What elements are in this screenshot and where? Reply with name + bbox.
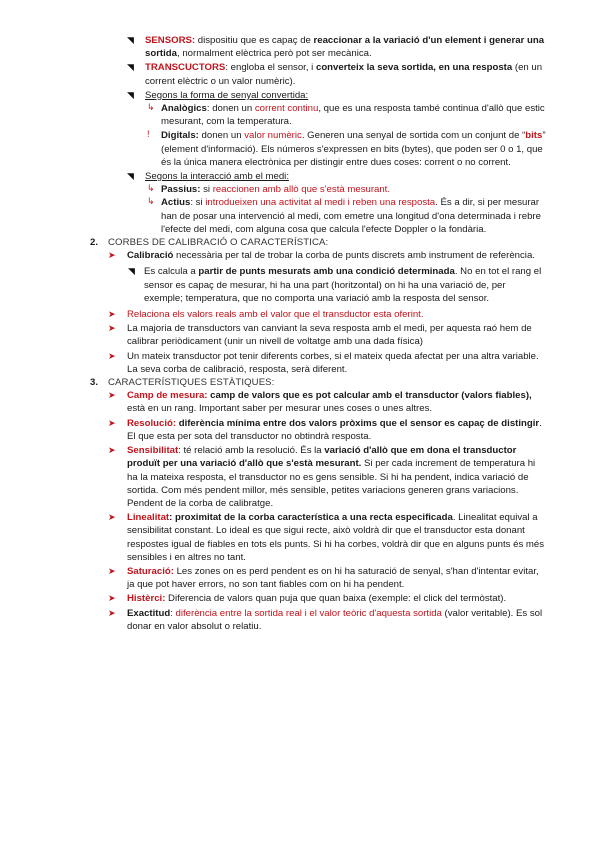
- transductors-item: ◥ TRANSCUCTORS: engloba el sensor, i converteix la seva sortida, en una resposta (en un corrent elèctric o un valor numèric).: [127, 62, 543, 87]
- triangle-bullet-icon: ◥: [127, 62, 134, 73]
- relaciona-item: ➤ Relaciona els valors reals amb el valor que el transductor esta oferint.: [108, 309, 424, 321]
- exactitud-item: ➤ Exactitud: diferència entre la sortida real i el valor teòric d'aquesta sortida (valor veritable). Es sol donar en valor absolut o relatiu.: [108, 607, 543, 632]
- linealitat-item: ➤ Linealitat: proximitat de la corba característica a una recta especificada. Linealitat equival a sensibilitat constant. Lo ideal es que sigui recte, això voldrà dir que el transductor esta donant respostes igual de fiables en tots els punts. Si hi ha corbes, voldrà dir que en alguns punts és més sensibles i en altres no tant.: [108, 512, 545, 563]
- triangle-bullet-icon: ◥: [127, 35, 134, 45]
- document-page: [0, 34, 600, 633]
- exclamation-bullet-icon: ǃ: [147, 129, 150, 140]
- resolucio-item: ➤ Resolució: diferència mínima entre dos valors pròxims que el sensor es capaç de distingir. El que esta per sota del transductor no obtindrà resposta.: [108, 417, 542, 442]
- arrow-bullet-icon: ➤: [108, 417, 116, 428]
- arrow-bullet-icon: ➤: [108, 445, 116, 456]
- histeresi-item: ➤ Histèrci: Diferencia de valors quan puja que quan baixa (exemple: el click del termòstat).: [108, 593, 507, 605]
- triangle-bullet-icon: ◥: [127, 89, 134, 100]
- passius-item: ↳ Passius: si reaccionen amb allò que s'està mesurant.: [147, 183, 391, 196]
- section-2-heading: [90, 236, 548, 249]
- calcula-item: ◥ Es calcula a partir de punts mesurats amb una condició determinada. No en tot el rang el sensor es capaç de mesurar, hi ha una part (horitzontal) on hi ha una variació de, per exemple; temperatura, que no comporta una variació amb la resposta del sensor.: [128, 266, 542, 304]
- arrow-bullet-icon: ➤: [108, 309, 116, 320]
- actius-item: ↳ Actius: si introdueixen una activitat al medi i reben una resposta. És a dir, si per mesurar han de posar una intervenció al medi, com emetre una longitud d'ona determinada i rebre l'efecte del medi, com alguna cosa que calcula l'efecte Doppler o la fondària.: [147, 196, 541, 235]
- sensibilitat-item: ➤ Sensibilitat: té relació amb la resolució. És la variació d'allò que em dona el transductor produït per una variació d'allò que s'està mesurant. Si per cada increment de temperatura hi ha la mateixa resposta, el transductor no es gens sensible. Si hi ha pendent, indica variació de sortida. Com més pendent millor, més sensible, petites variacions generen grans variacions. Pendent de la corba de calibratge.: [108, 445, 536, 509]
- section-title: CORBES DE CALIBRACIÓ O CARACTERÍSTICA:: [108, 237, 329, 249]
- sub-arrow-icon: ↳: [147, 196, 155, 207]
- calibracio-item: ➤ Calibració necessària per tal de trobar la corba de punts discrets amb instrument de referència.: [108, 250, 535, 262]
- saturacio-item: ➤ Saturació: Les zones on es perd pendent es on hi ha saturació de senyal, s'han d'intentar evitar, ja que pot haver errors, no son tant fiables com on hi ha pendent.: [108, 565, 539, 591]
- analogics-item: ↳ Analògics: donen un corrent continu, que es una resposta també continua d'allò que estic mesurant, com la temperatura.: [147, 102, 545, 128]
- digitals-item: ǃ Digitals: donen un valor numèric. Generen una senyal de sortida com un conjunt de “bits” (element d'informació). Els números s'expressen en bits (bytes), que poden ser 0 o 1, que és la única manera electrònica per distingir entre dues coses: corrent o no corrent.: [147, 129, 546, 168]
- arrow-bullet-icon: ➤: [108, 390, 116, 401]
- triangle-bullet-icon: ◥: [128, 266, 135, 277]
- section-title: CARACTERÍSTIQUES ESTÀTIQUES:: [108, 377, 275, 389]
- sensors-item: ◥ SENSORS: dispositiu que es capaç de reaccionar a la variació d'un element i generar una sortida, normalment elèctrica però pot ser mecànica.: [127, 35, 545, 60]
- arrow-bullet-icon: ➤: [108, 512, 116, 523]
- sub-arrow-icon: ↳: [147, 102, 155, 113]
- majoria-item: ➤ La majoria de transductors van canviant la seva resposta amb el medi, per aquesta raó hem de calibrar periòdicament (unir un nivell de voltatge amb una dada física): [108, 323, 532, 348]
- section-number: 2.: [90, 237, 99, 249]
- section-3-heading: [90, 376, 548, 389]
- arrow-bullet-icon: ➤: [108, 350, 116, 361]
- interaccio-heading: ◥ Segons la interacció amb el medi:: [127, 171, 289, 183]
- sensors-term: SENSORS:: [145, 35, 196, 46]
- arrow-bullet-icon: ➤: [108, 250, 116, 261]
- transductors-term: TRANSCUCTORS: [145, 62, 226, 74]
- mateix-item: ➤ Un mateix transductor pot tenir diferents corbes, si el mateix queda afectat per una altra variable. La seva corba de calibració, resposta, serà diferent.: [108, 350, 539, 375]
- triangle-bullet-icon: ◥: [127, 171, 134, 182]
- arrow-bullet-icon: ➤: [108, 323, 116, 334]
- forma-heading: ◥ Segons la forma de senyal convertida:: [127, 89, 309, 101]
- arrow-bullet-icon: ➤: [108, 593, 116, 604]
- camp-item: ➤ Camp de mesura: camp de valors que es pot calcular amb el transductor (valors fiables), està en un rang. Important saber per mesurar unes coses o unes altres.: [108, 390, 532, 415]
- section-number: 3.: [90, 377, 99, 389]
- arrow-bullet-icon: ➤: [108, 565, 116, 576]
- sub-arrow-icon: ↳: [147, 183, 155, 194]
- arrow-bullet-icon: ➤: [108, 607, 116, 618]
